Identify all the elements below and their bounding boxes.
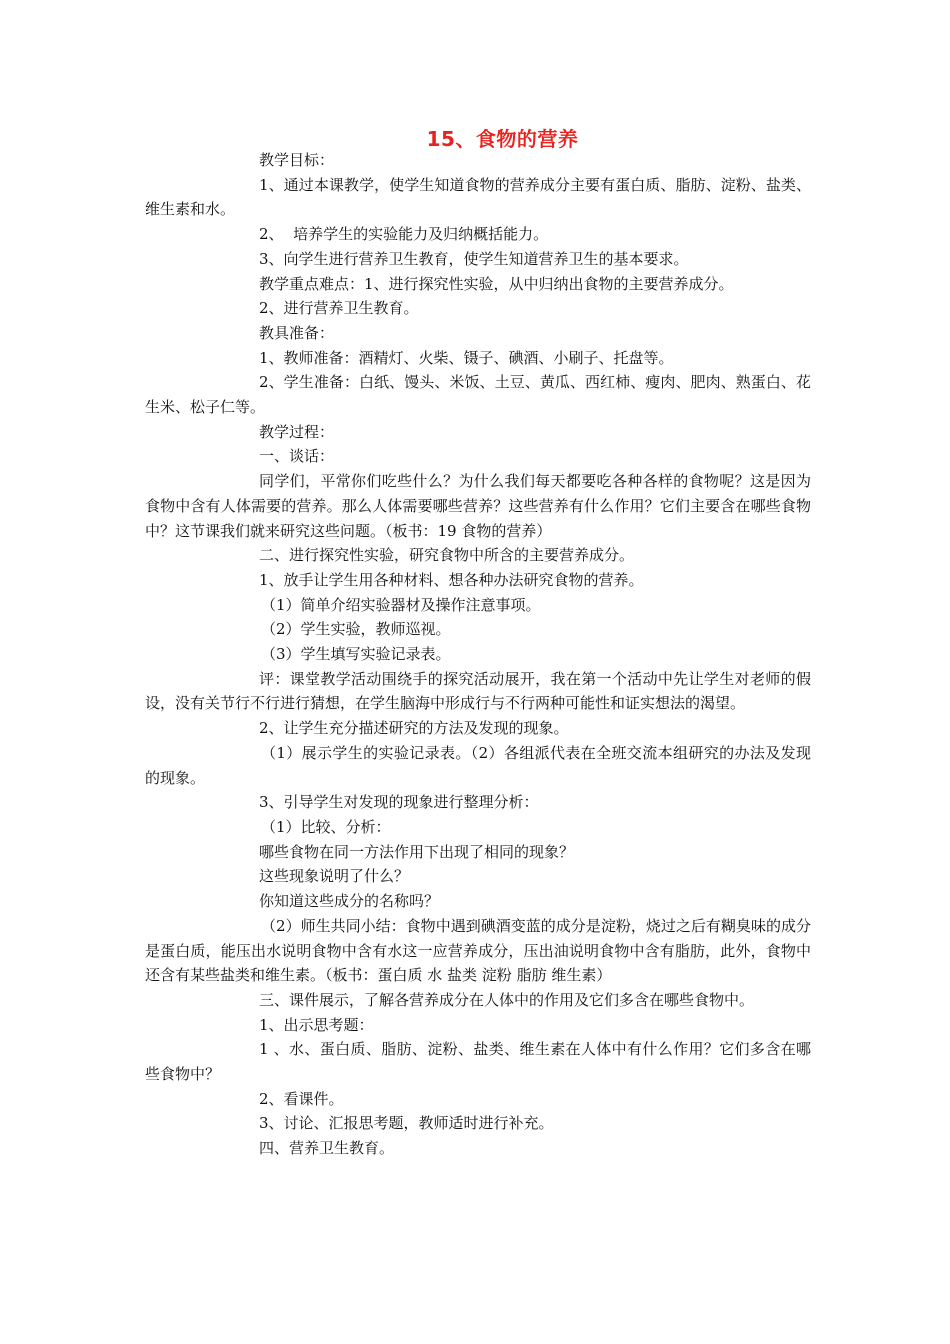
paragraph-intro-talk: 同学们，平常你们吃些什么？为什么我们每天都要吃各种各样的食物呢？这是因为食物中含有人体需要的营养。那么人体需要哪些营养？这些营养有什么作用？它们主要含在哪些食物中？这节课我们就来研究这些问题。（板书：19 食物的营养）	[145, 472, 811, 540]
paragraph-section-1-heading: 一、谈话：	[259, 447, 335, 466]
document-title: 15、食物的营养	[426, 127, 579, 151]
paragraph-thinking-questions: 1、出示思考题：	[259, 1015, 374, 1034]
paragraph-question-1: 哪些食物在同一方法作用下出现了相同的现象？	[259, 842, 575, 861]
paragraph-step-1: 1、放手让学生用各种材料、想各种办法研究食物的营养。	[259, 570, 644, 589]
paragraph-objective-1: 1、通过本课教学，使学生知道食物的营养成分主要有蛋白质、脂肪、淀粉、盐类、维生素和水。	[145, 175, 811, 219]
paragraph-summary: （2）师生共同小结：食物中遇到碘酒变蓝的成分是淀粉，烧过之后有糊臭味的成分是蛋白质，能压出水说明食物中含有水这一应营养成分，压出油说明食物中含有脂肪，此外，食物中还含有某些盐类和维生素。（板书：蛋白质 水 盐类 淀粉 脂肪 维生素）	[145, 916, 811, 985]
paragraph-step-3: 3、引导学生对发现的现象进行整理分析：	[259, 793, 539, 812]
paragraph-student-materials: 2、学生准备：白纸、馒头、米饭、土豆、黄瓜、西红柿、瘦肉、肥肉、熟蛋白、花生米、松子仁等。	[145, 373, 811, 417]
paragraph-question-2: 这些现象说明了什么？	[259, 867, 410, 886]
paragraph-section-4-heading: 四、营养卫生教育。	[259, 1139, 395, 1158]
paragraph-materials-heading: 教具准备：	[259, 323, 335, 342]
paragraph-teacher-materials: 1、教师准备：酒精灯、火柴、镊子、碘酒、小刷子、托盘等。	[259, 348, 674, 367]
paragraph-step-2-detail: （1）展示学生的实验记录表。（2）各组派代表在全班交流本组研究的办法及发现的现象。	[145, 743, 811, 787]
paragraph-section-2-heading: 二、进行探究性实验，研究食物中所含的主要营养成分。	[259, 546, 635, 565]
paragraph-step-1-c: （3）学生填写实验记录表。	[261, 645, 451, 664]
paragraph-thinking-question-1: 1 、水、蛋白质、脂肪、淀粉、盐类、维生素在人体中有什么作用？它们多含在哪些食物中？	[145, 1040, 811, 1084]
paragraph-section-3-heading: 三、课件展示，了解各营养成分在人体中的作用及它们多含在哪些食物中。	[259, 990, 755, 1009]
document-body	[145, 148, 811, 1161]
paragraph-step-1-b: （2）学生实验，教师巡视。	[261, 620, 451, 639]
paragraph-discussion: 3、讨论、汇报思考题，教师适时进行补充。	[259, 1114, 554, 1133]
paragraph-step-1-a: （1）简单介绍实验器材及操作注意事项。	[261, 595, 541, 614]
paragraph-question-3: 你知道这些成分的名称吗？	[259, 892, 440, 911]
paragraph-key-point-2: 2、进行营养卫生教育。	[259, 299, 419, 318]
paragraph-watch-courseware: 2、看课件。	[259, 1089, 344, 1108]
paragraph-process-heading: 教学过程：	[259, 422, 335, 441]
paragraph-objective-2: 2、 培养学生的实验能力及归纳概括能力。	[259, 225, 549, 244]
paragraph-step-2: 2、让学生充分描述研究的方法及发现的现象。	[259, 719, 569, 738]
paragraph-comment: 评：课堂教学活动围绕手的探究活动展开，我在第一个活动中先让学生对老师的假设，没有关节行不行进行猜想，在学生脑海中形成行与不行两种可能性和证实想法的渴望。	[145, 669, 811, 713]
paragraph-key-points: 教学重点难点：1、进行探究性实验，从中归纳出食物的主要营养成分。	[259, 274, 734, 293]
paragraph-step-3-compare: （1）比较、分析：	[261, 817, 391, 836]
paragraph-objective-3: 3、向学生进行营养卫生教育，使学生知道营养卫生的基本要求。	[259, 249, 689, 268]
paragraph-objectives-heading: 教学目标：	[259, 151, 335, 169]
